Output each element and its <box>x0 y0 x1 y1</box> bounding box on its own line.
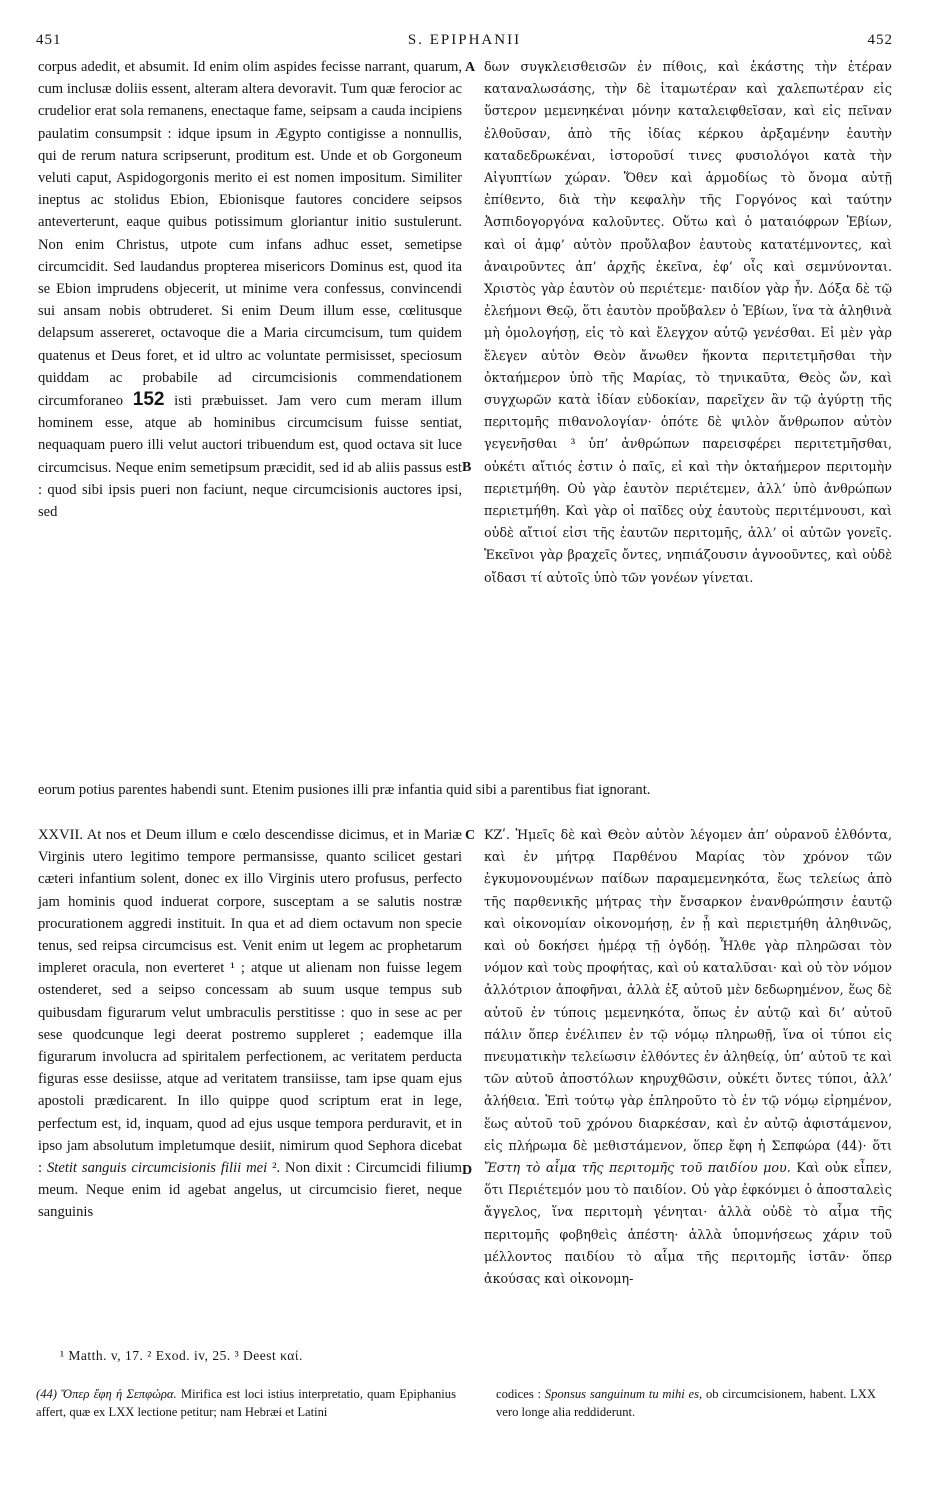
latin-text-part: corpus adedit, et absumit. Id enim olim aspides fecisse narrant, quarum, cum inclusæ doliis essent, alteram altera devoravit. Tum quæ ferocior ac crudelior erat sola remanens, enectaque fame, seipsam a cauda incipiens paulatim consumpsit : idque ipsum in Ægypto contigisse a nonnullis, qui de rerum natura scripserunt, proditum est. Unde et ob Gorgoneum veluti caput, Aspidogorgonis merito ei est nomen impositum. Similiter ineptus ac stolidus Ebion, Ebionisque fautores concidere seipsos anteverterunt, eaque quibus potissimum gloriantur initio sustulerunt. Non enim Christus, utpote cum infans adhuc esset, semetipse circumcidit. Sed laudandus propterea misericors Dominus est, quod ita se Ebion imprudens objecerit, ut minime vera confessus, convincendi sui ansam nobis obtruderet. Si enim Deum illum esse, cœlitusque delapsum assereret, octavoque die a Maria circumcisum, tum quidem quatenus et Deus foret, et id ultro ac voluntate permisisset, speciosum quiddam ac probabile ad circumcisionis commendationem circumforaneo <box>38 59 462 410</box>
greek-text-block: δων συγκλεισθεισῶν ἐν πίθοις, καὶ ἑκάστης τὴν ἑτέραν καταναλωσάσης, τὴν δὲ ἰταμωτέραν καὶ χαλεπωτέραν εἰς ὕστερον μεμενηκέναι μόνην καταλειφθεῖσαν, καὶ εἰς πεῖναν ἐλθοῦσαν, ἀπὸ τῆς ἰδίας κέρκου ἀρξαμένην ἑαυτὴν καταδεδρωκέναι, ἱστοροῦσί τινες φυσιολόγοι κατὰ τὴν Αἰγυπτίων χώραν. Ὅθεν καὶ ἁρμοδίως τὸ ὄνομα αὐτῇ ἐπίθεντο, διὰ τὴν κεφαλὴν τῆς Γοργόνος καὶ ταύτην Ἀσπιδογοργόνα καλοῦντες. Οὕτω καὶ ὁ ματαιόφρων Ἐβίων, καὶ οἱ ἀμφ’ αὐτὸν προὔλαβον ἑαυτοὺς κατατέμνοντες, καὶ ἀναιροῦντες ἀπ’ ἀρχῆς ἐκεῖνα, ἐφ’ οἷς καὶ σεμνύνονται. Χριστὸς γὰρ ἑαυτὸν οὐ περιέτεμε· παιδίον γὰρ ἦν. Δόξα δὲ τῷ ἐλεήμονι Θεῷ, ὅτι ἑαυτὸν προὔβαλεν ὁ Ἐβίων, ἵνα τὰ ἀληθινὰ μὴ ὁμολογήσῃ, εἰς τὸ καὶ ἔλεγχον αὐτῷ γενέσθαι. Εἰ μὲν γὰρ ἔλεγεν αὐτὸν Θεὸν ἄνωθεν ἥκοντα περιτετμῆσθαι τὴν ὀκταήμερον ὑπὸ τῆς Μαρίας, τὸ τηνικαῦτα, Θεὸς ὤν, καὶ συγχωρῶν κατὰ ἰδίαν εὐδοκίαν, παρεῖχεν ἂν τῷ ἀγύρτῃ τῆς περιτομῆς πιθανολογίαν· ὁπότε δὲ ψιλὸν ἄνθρωπον αὐτὸν γεγενῆσθαι ³ ὑπ’ ἀνθρώπων παρεισφέρει περιτετμῆσθαι, οὐκέτι αἴτιός ἐστιν ὁ παῖς, εἰ καὶ τὴν ὀκταήμερον περιτομὴν περιετμήθη. Οὐ γὰρ ἑαυτὸν περιέτεμεν, ἀλλ’ ὑπὸ ἀνθρώπων περιετμήθη. Καὶ γὰρ οἱ παῖδες οὐχ ἑαυτοὺς περιτέμνουσι, καὶ οὐδὲ αἴτιοί εἰσι τῆς ἑαυτῶν περιτομῆς, ἀλλ’ οἱ αὐτῶν γονεῖς. Ἐκεῖνοι γὰρ βραχεῖς ὄντες, νηπιάζουσιν ἀγνοοῦντες, καὶ οὐδὲ οἴδασι τί αὐτοῖς ὑπὸ τῶν γονέων γίνεται. <box>484 59 892 585</box>
editor-note-left <box>36 1385 456 1421</box>
latin-column-top <box>38 56 462 523</box>
editor-note-right <box>496 1385 876 1421</box>
latin-full-width-line <box>38 779 892 801</box>
greek-column-top <box>484 56 892 589</box>
latin-continuation: eorum potius parentes habendi sunt. Etenim pusiones illi præ infantia quid sibi a parentibus fiat ignorant. <box>38 782 651 798</box>
footnotes: ¹ Matth. v, 17. ² Exod. iv, 25. ³ Deest καί. <box>60 1348 303 1363</box>
note-body: codices : <box>496 1387 542 1401</box>
page-number-left: 451 <box>36 32 62 48</box>
greek-text-part: Καὶ οὐκ εἶπεν, ὅτι Περιέτεμόν μου τὸ παιδίον. Οὐ γὰρ ἐφκόνμει ὁ ἀποσταλεὶς ἄγγελος, ἵνα περιτομὴ γένηται· ἀλλὰ οὐδὲ τὸ αἷμα τῆς περιτομῆς φοβηθεὶς ἀπέστη· ἀλλὰ ὑπομνήσεως χάριν τοῦ μέλλοντος παιδίου τὸ αἷμα τῆς περιτομῆς ἱστᾶν· ὅπερ ἀκούσας καὶ οἰκονομη- <box>484 1160 892 1287</box>
note-quote: Sponsus sanguinum tu mihi es, <box>544 1387 703 1401</box>
note-lemma: (44) Ὅπερ ἔφη ἡ Σεπφώρα. <box>36 1387 177 1401</box>
latin-text-part: ². Non dixit : Circumcidi filium meum. Neque enim id agebat angelus, ut circumcisio fieret, neque sanguinis <box>38 1160 462 1221</box>
greek-column-bottom <box>484 824 892 1290</box>
latin-scripture-quote: Stetit sanguis circumcisionis filii mei <box>46 1160 268 1177</box>
greek-scripture-quote: Ἔστη τὸ αἷμα τῆς περιτομῆς τοῦ παιδίου μου. <box>484 1160 791 1176</box>
section-marker-a: A <box>465 60 476 75</box>
note-body: ob circumcisionem, habent. LXX vero longe alia reddiderunt. <box>496 1387 876 1419</box>
section-marker-d: D <box>462 1163 473 1178</box>
greek-section-27 <box>484 824 892 1290</box>
page-number-right: 452 <box>867 32 893 48</box>
section-marker-c: C <box>465 828 476 843</box>
page-header <box>36 32 893 54</box>
greek-text-part: ΚΖʹ. Ἡμεῖς δὲ καὶ Θεὸν αὐτὸν λέγομεν ἀπ’ οὐρανοῦ ἐλθόντα, καὶ ἐν μήτρᾳ Παρθένου Μαρίας τὸν χρόνον τῶν ἐγκυμονουμένων παίδων παραμεμενηκότα, ἕως τελείως ἀπὸ τῆς παρθενικῆς μήτρας τὴν ἔνσαρκον ἐνανθρώπησιν ἑαυτῷ καὶ οἰκονομίαν οἰκονομήσῃ, ἐν ᾗ καὶ περιετμήθη ἀληθινῶς, καὶ οὐ δοκήσει ἡμέρᾳ τῇ ὀγδόῃ. Ἦλθε γὰρ πληρῶσαι τὸν νόμον καὶ τοὺς προφήτας, καὶ οὐ καταλῦσαι· καὶ οὐ τὸν νόμον ἀλλότριον ἀποφῆναι, ἀλλὰ ἐξ αὐτοῦ μὲν δεδωρημένον, ἕως δὲ αὐτοῦ ἐν τύποις μεμενηκότα, ὅπως ἐν αὐτῷ καὶ δι’ αὐτοῦ πάλιν ὅπερ ἐνέλιπεν ἐν τῷ νόμῳ πληρωθῇ, ἵνα οἱ τύποι εἰς πνευματικὴν τελείωσιν ἐλθόντες ἐν ἀληθείᾳ, ὑπ’ αὐτοῦ τε καὶ τῶν αὐτοῦ ἀποστόλων κηρυχθῶσιν, οὐκέτι ὄντες τύποι, ἀλλ’ ἀλήθεια. Ἐπὶ τούτῳ γὰρ ἐπληροῦτο τὸ ἐν τῷ νόμῳ εἰρημένον, ἕως αὐτοῦ τοῦ χρόνου διαρκέσαν, καὶ ἐν αὐτῷ ἀφιστάμενον, εἰς πλήρωμα δὲ μεθιστάμενον, ὅπερ ἔφη ἡ Σεπφώρα (44)· ὅτι <box>484 827 892 1153</box>
running-title: S. EPIPHANII <box>407 32 522 48</box>
latin-text-block <box>38 56 462 523</box>
latin-column-bottom <box>38 824 462 1224</box>
latin-text-part: isti præbuisset. Jam vero cum meram illum hominem esse, atque ab hominibus circumcisum fuisse sentiat, nequaquam puero illi velut auctori tribuendum est, quod octava sit luce circumcisus. Neque enim semetipsum præcidit, sed id ab aliis passus est : quod sibi ipsis pueri non faciunt, neque circumcisionis auctores ipsi, sed <box>38 393 462 521</box>
section-marker-b: B <box>462 460 472 475</box>
note-body: Mirifica est loci istius interpretatio, quam Epiphanius affert, quæ ex LXX lectione petitur; nam Hebræi et Latini <box>36 1387 456 1419</box>
column-number: 152 <box>132 389 165 411</box>
latin-text-part: XXVII. At nos et Deum illum e cœlo descendisse dicimus, et in Mariæ Virginis utero legitimo tempore permansisse, quanto scilicet gestari cæteri infantium solent, donec ex illo Virginis utero profusus, perfecto jam hominis quod induerat corpore, susceptam a se salutis nostræ procurationem aggredi instituit. In qua et ad diem octavum non specie tenus, sed reipsa circumcisus est. Venit enim ut legem ac prophetarum impleret oracula, non everteret ¹ ; atque ut alienam non fuisse legem ostenderet, sed a seipso concessam ab suum usque tempus sub quibusdam figurarum velut umbraculis perstitisse : quo in sese ac per sese quodcunque legi deerat postremo suppleret ; eademque illa figurarum involucra ad spiritalem perfectionem, ac veritatem perducta figuras esse desiisse, atque ad veritatem transiisse, tam ipse quam ejus apostoli prædicarent. In illo quippe quod scriptum erat in lege, perfectum est, id, inquam, quod ad ejus usque tempora perduravit, et in ipso jam absolutum impletumque desiit, nimirum quod Sephora dicebat : <box>38 827 462 1177</box>
latin-section-27 <box>38 824 462 1224</box>
